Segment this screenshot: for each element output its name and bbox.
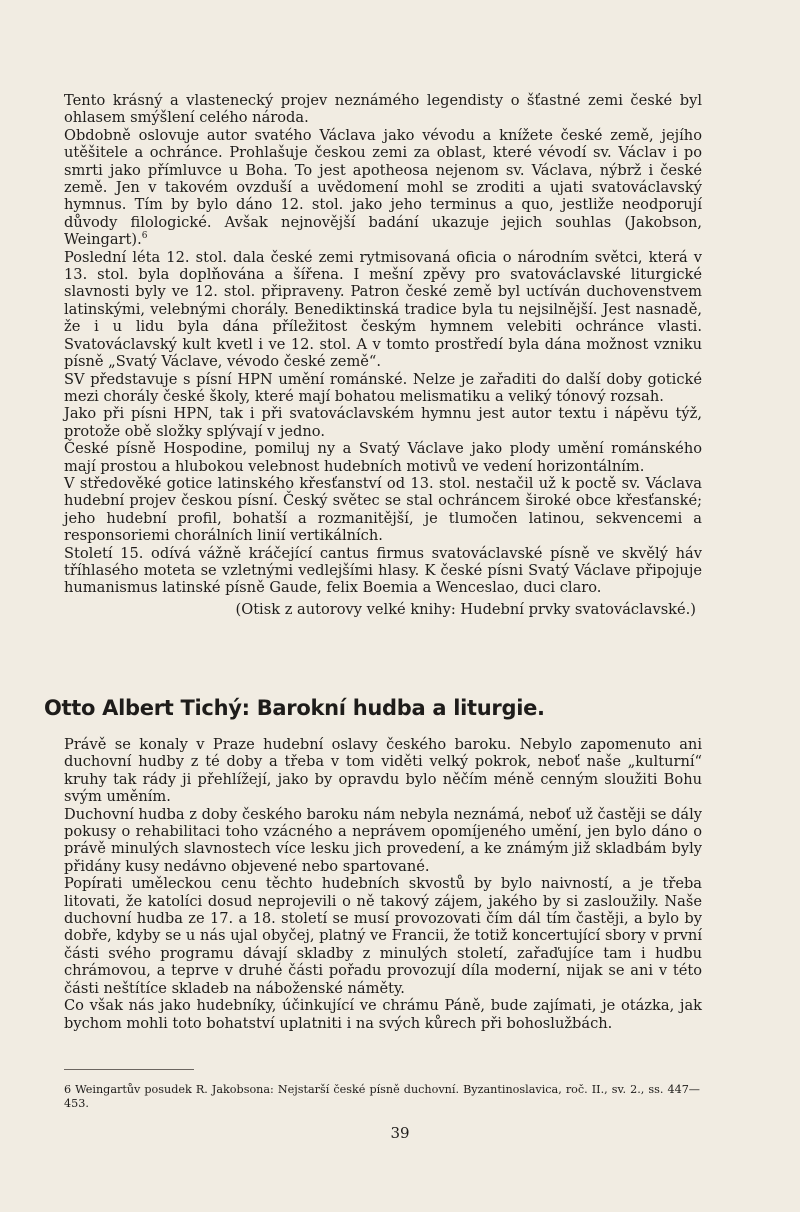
paragraph: Poslední léta 12. stol. dala české zemi rytmisovaná oficia o národním světci, která v 13. stol. byla doplňována a šířena. I mešní zpěvy pro svatováclavské liturgické slavnosti byly ve 12. stol. připraveny. Patron české země byl uctíván duchovenstvem latinskými, velebnými chorály. Benediktinská tradice byla tu nejsilnější. Jest nasnadě, že i u lidu byla dána příležitost českým hymnem velebiti ochránce vlasti. Svatováclavský kult kvetl i ve 12. stol. A v tomto prostředí byla dána možnost vzniku písně „Svatý Václave, vévodo české země“. [64,248,702,371]
paragraph: Právě se konaly v Praze hudební oslavy českého baroku. Nebylo zapomenuto ani duchovní hudby z té doby a třeba v tom viděti velký pokrok, neboť naše „kulturní“ kruhy tak rády ji přehlížejí, jako by opravdu bylo něčím méně cenným sloužiti Bohu svým uměním. [64,736,702,806]
upper-text-block [64,92,702,618]
footnote: 6 Weingartův posudek R. Jakobsona: Nejstarší české písně duchovní. Byzantinoslavica, roč. II., sv. 2., ss. 447—453. [64,1083,700,1110]
paragraph: Tento krásný a vlastenecký projev neznámého legendisty o šťastné zemi české byl ohlasem smýšlení celého národa. [64,92,702,127]
paragraph: Popírati uměleckou cenu těchto hudebních skvostů by bylo naivností, a je třeba litovati, že katolíci dosud neprojevili o ně takový zájem, jakého by si zasloužily. Naše duchovní hudba ze 17. a 18. století se musí provozovati čím dál tím častěji, a bylo by dobře, kdyby se u nás ujal obyčej, platný ve Francii, že totiž koncertující sbory v první části svého programu dávají skladby z minulých století, zařaďujíce tam i hudbu chrámovou, a teprve v druhé části pořadu provozují díla moderní, nijak se ani v této části neštítíce skladeb na náboženské náměty. [64,875,702,997]
paragraph: České písně Hospodine, pomiluj ny a Svatý Václave jako plody umění románského mají prostou a hlubokou velebnost hudebních motivů ve vedení horizontálním. [64,440,702,475]
paragraph: Obdobně oslovuje autor svatého Václava jako vévodu a knížete české země, jejího utěšitele a ochránce. Prohlašuje českou zemi za oblast, které vévodí sv. Václav i po smrti jako přímluvce u Boha. To jest apotheosa nejenom sv. Václava, nýbrž i české země. Jen v takovém ovzduší a uvědomení mohl se zroditi a ujati svatováclavský hymnus. Tím by bylo dáno 12. stol. jako jeho terminus a quo, jestliže neodporují důvody filologické. Avšak nejnovější badání ukazuje jejich souhlas (Jakobson, Weingart).$^6$ [64,126,702,249]
paragraph: Století 15. odívá vážně kráčející cantus firmus svatováclavské písně ve skvělý háv tříhlasého moteta se vzletnými vedlejšími hlasy. K české písni Svatý Václave připojuje humanismus latinské písně Gaude, felix Boemia a Wenceslao, duci claro. [64,544,702,597]
paragraph: V středověké gotice latinského křesťanství od 13. stol. nestačil už k poctě sv. Václava hudební projev českou písní. Český světec se stal ochráncem široké obce křesťanské; jeho hudební profil, bohatší a rozmanitější, je tlumočen latinou, sekvencemi a responsoriemi chorálních linií vertikálních. [64,474,702,545]
paragraph: Jako při písni HPN, tak i při svatováclavském hymnu jest autor textu i nápěvu týž, protože obě složky splývají v jedno. [64,405,702,440]
footnote-marker: 6 [141,231,148,242]
lower-text-block [64,736,702,1032]
article-heading: Otto Albert Tichý: Barokní hudba a liturgie. [44,696,545,720]
paragraph: SV představuje s písní HPN umění románské. Nelze je zařaditi do další doby gotické mezi chorály české školy, které mají bohatou melismatiku a veliký tónový rozsah. [64,370,702,405]
footnote-divider [64,1069,194,1070]
source-citation: (Otisk z autorovy velké knihy: Hudební prvky svatováclavské.) [235,600,696,618]
paragraph: Co však nás jako hudebníky, účinkující ve chrámu Páně, bude zajímati, je otázka, jak bychom mohli toto bohatství uplatniti i na svých kůrech při bohoslužbách. [64,997,702,1032]
paragraph: Duchovní hudba z doby českého baroku nám nebyla neznámá, neboť už častěji se dály pokusy o rehabilitaci toho vzácného a neprávem opomíjeného umění, jen bylo dáno o právě minulých slavnostech více lesku jich provedení, a ke známým již skladbám byly přidány kusy nedávno objevené nebo spartované. [64,805,702,875]
page-number: 39 [390,1124,410,1142]
